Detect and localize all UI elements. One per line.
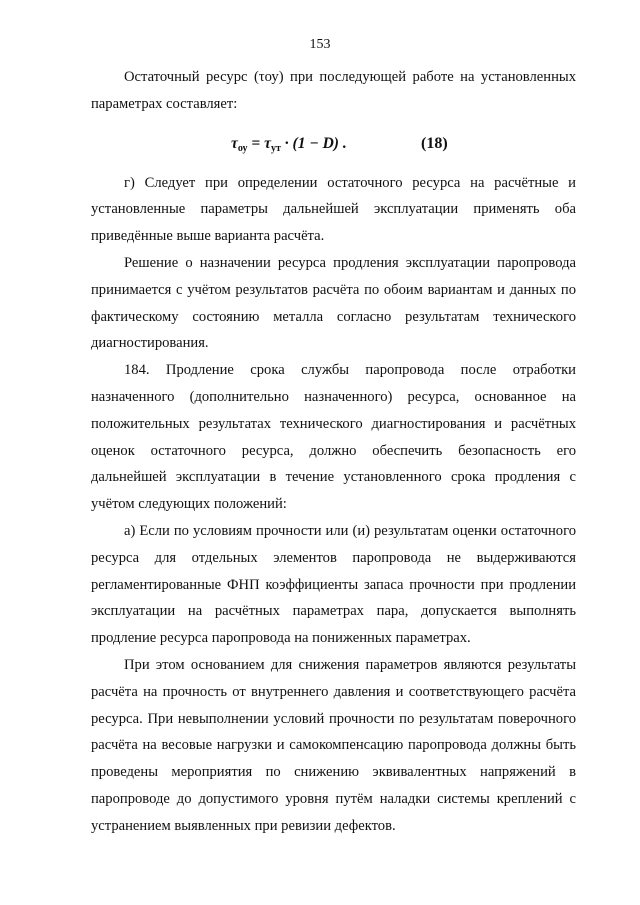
page-number: 153 <box>309 37 331 52</box>
paragraph-residual-resource: Остаточный ресурс (τоу) при последующей работе на установленных параметрах составляет: <box>91 69 576 112</box>
formula-number: (18) <box>421 134 448 152</box>
page-content <box>91 64 576 840</box>
paragraph-basis: При этом основанием для снижения параметров являются результаты расчёта на прочность от внутреннего давления и соответствующего расчёта ресурса. При невыполнении условий прочности по результатам поверочного расчёта на весовые нагрузки и самокомпенсацию паропровода должны быть проведены мероприятия по снижению эквивалентных напряжений в паропроводе до допустимого уровня путём наладки системы креплений с устранением выявленных при ревизии дефектов. <box>91 656 576 834</box>
paragraph-a: а) Если по условиям прочности или (и) результатам оценки остаточного ресурса для отдельных элементов паропровода не выдерживаются регламентированные ФНП коэффициенты запаса прочности при продлении эксплуатации на расчётных параметрах пара, допускается выполнять продление ресурса паропровода на пониженных параметрах. <box>91 522 576 647</box>
formula-lhs: τ <box>231 134 238 152</box>
formula-18 <box>91 118 576 170</box>
paragraph-g: г) Следует при определении остаточного ресурса на расчётные и установленные параметры дальнейшей эксплуатации применять оба приведённые выше варианта расчёта. <box>91 174 576 245</box>
formula-rhs: · (1 − D) . <box>280 134 347 152</box>
formula-middle: = τ <box>247 134 271 152</box>
paragraph-184: 184. Продление срока службы паропровода после отработки назначенного (дополнительно назначенного) ресурса, основанное на положительных результатах технического диагностирования и расчётных оценок остаточного ресурса, должно обеспечить безопасность его дальнейшей эксплуатации в течение установленного срока продления с учётом следующих положений: <box>91 362 576 513</box>
formula-expression <box>231 131 347 163</box>
formula-middle-subscript: ут <box>270 142 281 154</box>
formula-lhs-subscript: оу <box>237 142 248 154</box>
paragraph-decision: Решение о назначении ресурса продления эксплуатации паропровода принимается с учётом результатов расчёта по обоим вариантам и данных по фактическому состоянию металла согласно результатам технического диагностирования. <box>91 254 576 352</box>
